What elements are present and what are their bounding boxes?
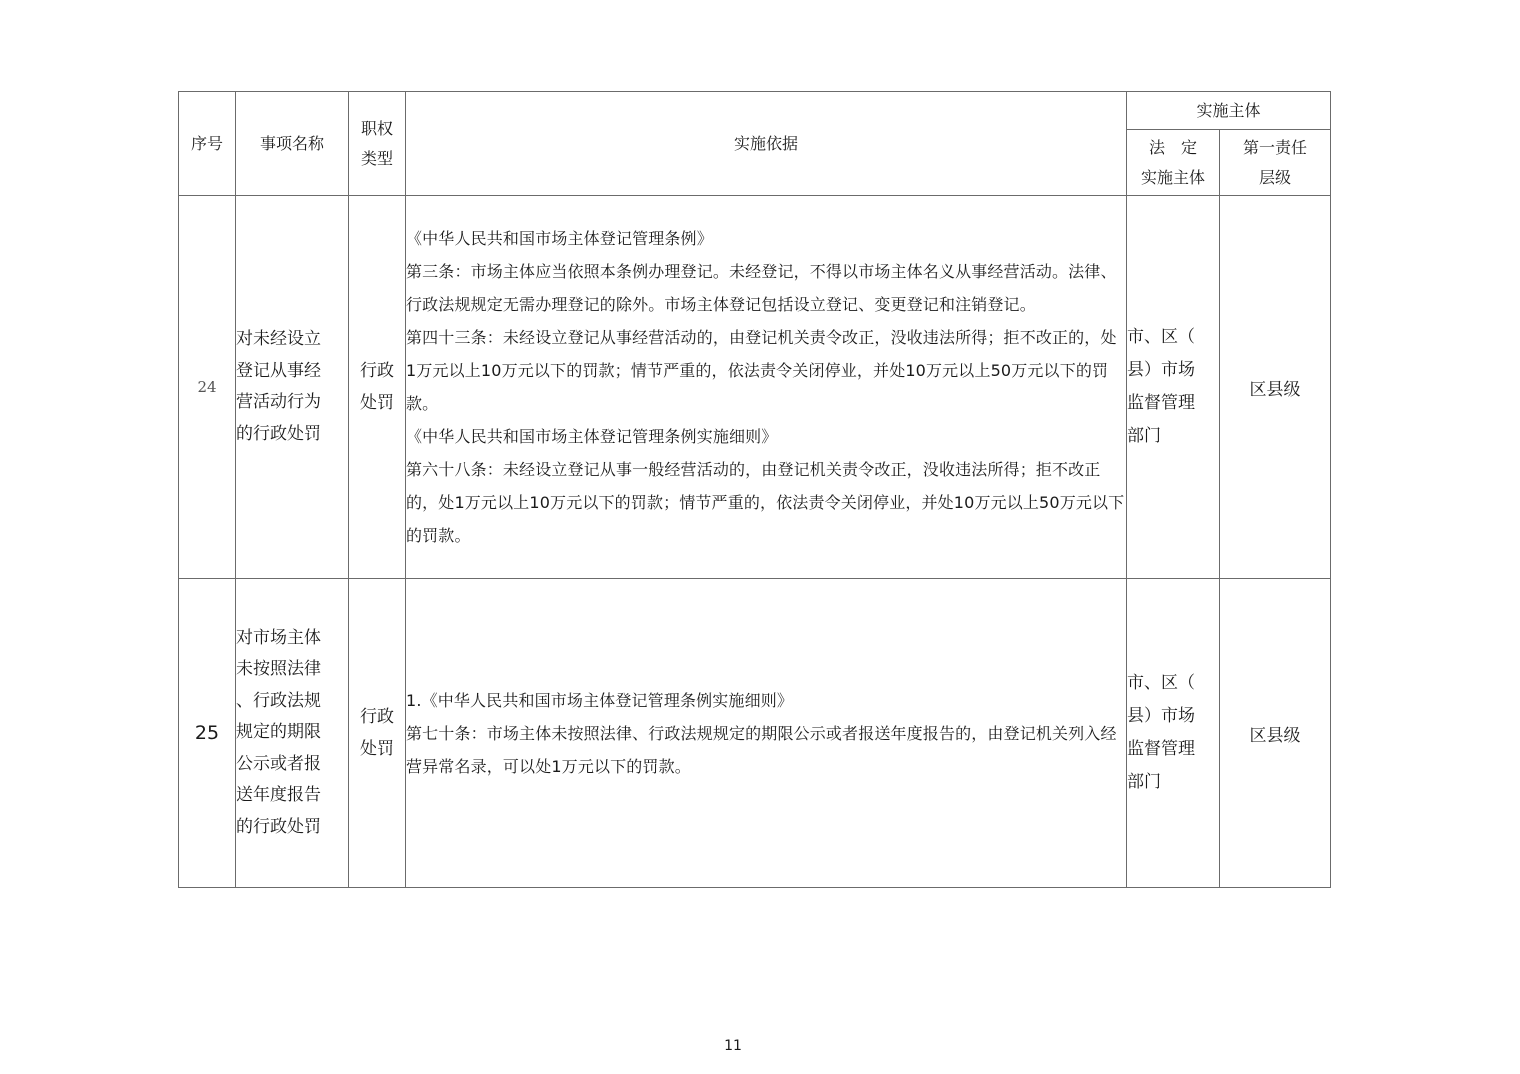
name-line: 的行政处罚 [236,423,321,444]
row-seq: 24 [179,196,236,579]
header-legal-line1: 法 定 [1148,137,1197,157]
entity-line: 市、区（ [1127,673,1195,693]
entity-line: 部门 [1127,772,1161,792]
header-type-line2: 类型 [360,148,393,168]
row-authority-type [349,579,406,888]
table-row [179,196,1331,579]
row-responsibility-level: 区县级 [1220,196,1331,579]
row-basis [406,196,1127,579]
basis-paragraph: 第七十条：市场主体未按照法律、行政法规规定的期限公示或者报送年度报告的，由登记机关列入经营异常名录，可以处1万元以下的罚款。 [406,723,1117,776]
name-line: 对市场主体 [236,627,321,648]
type-line: 处罚 [360,739,394,759]
table-row [179,579,1331,888]
header-basis: 实施依据 [406,92,1127,196]
page-number: 11 [724,1038,742,1054]
row-authority-type [349,196,406,579]
entity-line: 市、区（ [1127,327,1195,347]
basis-paragraph: 《中华人民共和国市场主体登记管理条例》 [406,229,713,248]
basis-paragraph: 第六十八条：未经设立登记从事一般经营活动的，由登记机关责令改正，没收违法所得；拒不改正的，处1万元以上10万元以下的罚款；情节严重的，依法责令关闭停业，并处10万元以上50万元以下的罚款。 [406,460,1125,545]
header-first-responsibility [1220,130,1331,196]
basis-paragraph: 第四十三条：未经设立登记从事经营活动的，由登记机关责令改正，没收违法所得；拒不改正的，处1万元以上10万元以下的罚款；情节严重的，依法责令关闭停业，并处10万元以上50万元以下的罚款。 [406,328,1117,413]
name-line: 营活动行为 [236,392,321,412]
name-line: 、行政法规 [236,690,321,711]
type-line: 行政 [360,707,394,727]
name-line: 未按照法律 [236,659,321,680]
header-item-name: 事项名称 [236,92,349,196]
row-seq: 25 [179,579,236,888]
basis-paragraph: 《中华人民共和国市场主体登记管理条例实施细则》 [406,427,778,446]
row-legal-subject [1127,196,1220,579]
header-legal-subject [1127,130,1220,196]
row-legal-subject [1127,579,1220,888]
authority-table [178,91,1331,888]
header-implementing-subject: 实施主体 [1127,92,1331,130]
header-first-line2: 层级 [1259,167,1292,187]
header-seq: 序号 [179,92,236,196]
header-first-line1: 第一责任 [1243,137,1308,157]
entity-line: 县）市场 [1127,360,1195,380]
name-line: 的行政处罚 [236,816,321,837]
basis-paragraph: 第三条：市场主体应当依照本条例办理登记。未经登记，不得以市场主体名义从事经营活动。法律、行政法规规定无需办理登记的除外。市场主体登记包括设立登记、变更登记和注销登记。 [406,262,1117,314]
type-line: 处罚 [360,393,394,413]
name-line: 对未经设立 [236,329,321,349]
row-item-name [236,196,349,579]
type-line: 行政 [360,361,394,381]
name-line: 规定的期限 [236,722,321,743]
row-item-name [236,579,349,888]
header-authority-type [349,92,406,196]
row-basis [406,579,1127,888]
name-line: 登记从事经 [236,360,321,381]
entity-line: 监督管理 [1127,393,1195,413]
entity-line: 部门 [1127,426,1161,446]
entity-line: 监督管理 [1127,739,1195,759]
entity-line: 县）市场 [1127,706,1195,726]
basis-paragraph: 1.《中华人民共和国市场主体登记管理条例实施细则》 [406,690,794,710]
header-legal-line2: 实施主体 [1140,167,1205,187]
name-line: 送年度报告 [236,785,321,806]
name-line: 公示或者报 [236,753,321,774]
header-type-line1: 职权 [360,118,393,138]
row-responsibility-level: 区县级 [1220,579,1331,888]
